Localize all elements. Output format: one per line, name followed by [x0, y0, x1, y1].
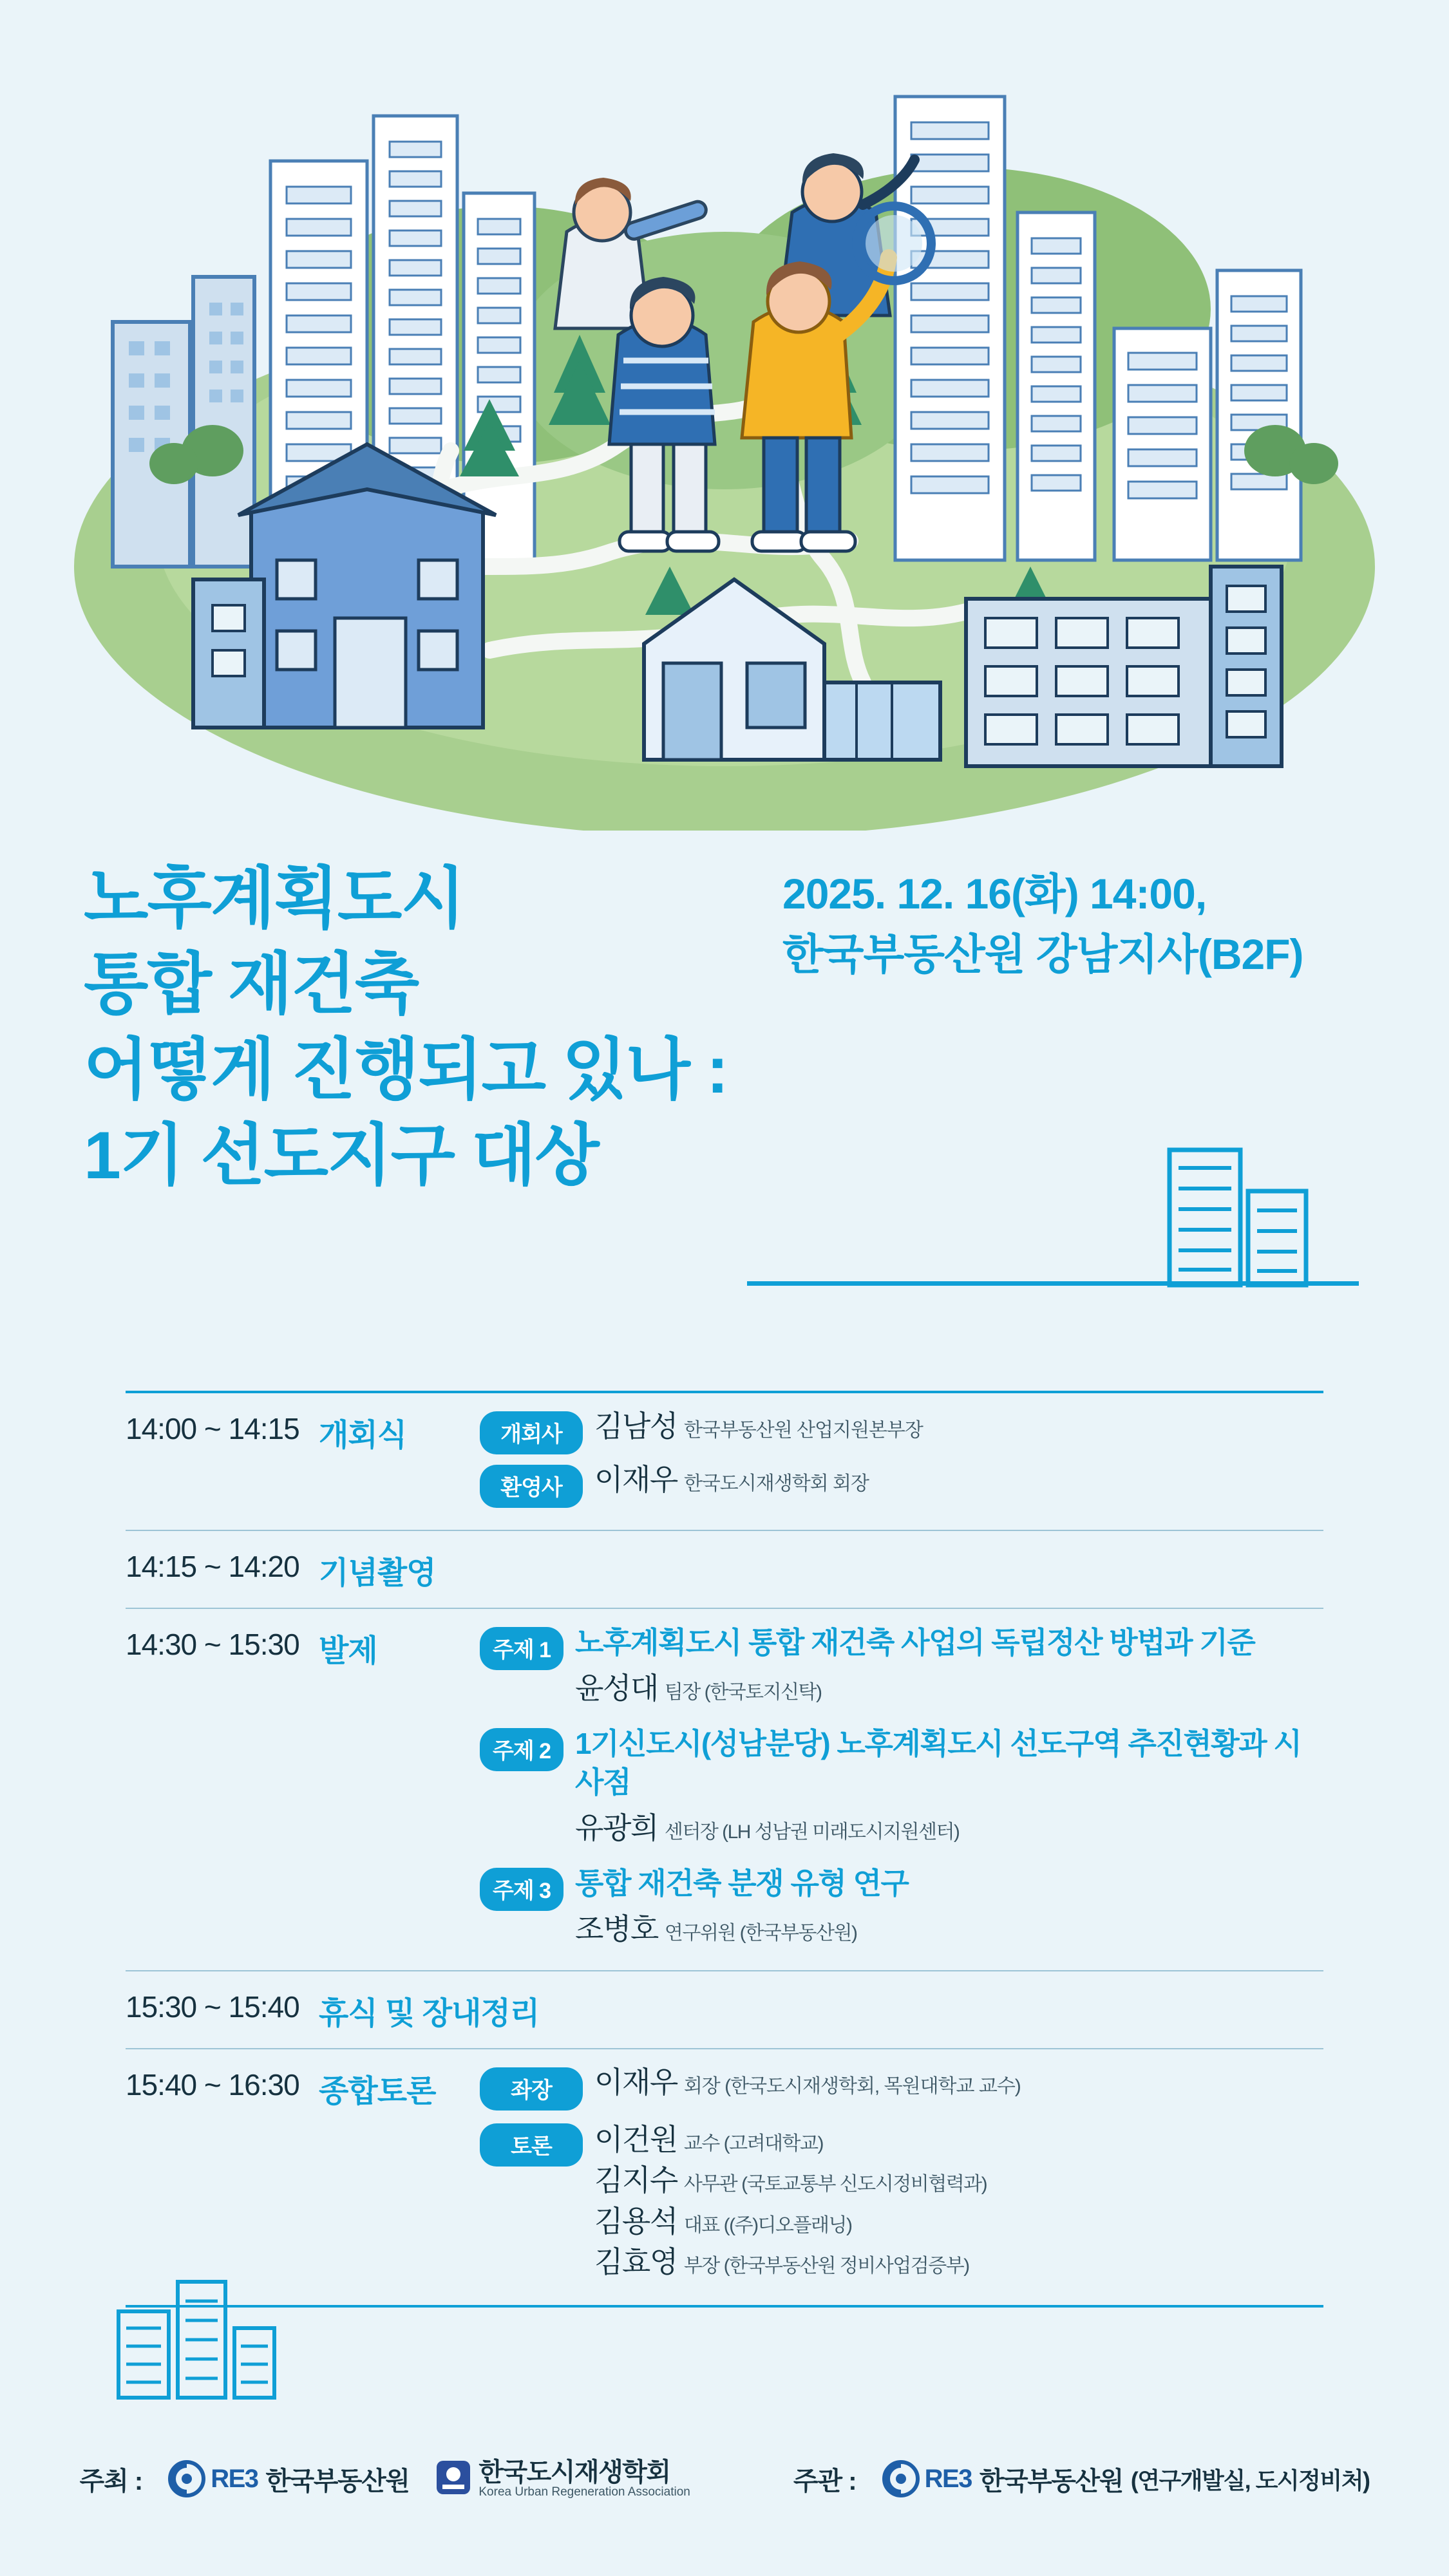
role-tag: 개회사 — [480, 1411, 583, 1454]
panelist-role: 교수 (고려대학교) — [683, 2132, 823, 2154]
table-row — [126, 1393, 1323, 1530]
discussion-item — [480, 2120, 1323, 2283]
role-tag: 환영사 — [480, 1465, 583, 1508]
topic-title: 1기신도시(성남분당) 노후계획도시 선도구역 추진현황과 시사점 — [575, 1726, 1302, 1800]
row-time: 15:40 ~ 16:30 — [126, 2067, 299, 2101]
speaker-name: 윤성대 — [575, 1671, 658, 1705]
row-detail — [480, 1407, 1323, 1514]
panelist — [594, 2120, 987, 2160]
title-line-2: 통합 재건축 — [84, 947, 419, 1022]
row-time: 14:15 ~ 14:20 — [126, 1550, 299, 1583]
reb-logo-icon-2 — [882, 2460, 972, 2497]
table-row — [126, 1971, 1323, 2048]
panelist-list — [594, 2120, 987, 2283]
speaker-role: 팀장 (한국토지신탁) — [664, 1681, 822, 1703]
topic-tag: 주제 1 — [480, 1627, 564, 1670]
panelist-role: 대표 ((주)디오플래닝) — [683, 2214, 852, 2236]
detail-item — [480, 1461, 1323, 1508]
person — [594, 1461, 869, 1500]
topic-title: 통합 재건축 분쟁 유형 연구 — [575, 1866, 909, 1901]
panelist-name: 김용석 — [594, 2204, 677, 2238]
reb-mark-2: RE3 — [924, 2464, 972, 2493]
event-venue: 한국부동산원 강남지사(B2F) — [782, 930, 1303, 978]
person-role: 한국부동산원 산업지원본부장 — [683, 1420, 923, 1441]
row-time: 14:30 ~ 15:30 — [126, 1628, 299, 1661]
chair-tag: 좌장 — [480, 2067, 583, 2111]
discussion-tag: 토론 — [480, 2123, 583, 2167]
hero-illustration — [0, 0, 1449, 831]
panelist — [594, 2160, 987, 2201]
topic-body — [575, 1724, 1323, 1847]
organizer-org-suffix: (연구개발실, 도시정비처) — [1130, 2467, 1370, 2494]
host-org-reb — [168, 2460, 409, 2497]
row-detail — [480, 2064, 1323, 2289]
topic-tag: 주제 3 — [480, 1868, 564, 1911]
title-line-3: 어떻게 진행되고 있나 : — [84, 1033, 728, 1108]
reb-logo-icon — [168, 2460, 258, 2497]
event-datetime: 2025. 12. 16(화) 14:00, — [782, 870, 1207, 917]
kura-emblem-icon — [435, 2459, 472, 2499]
speaker-name: 유광희 — [575, 1811, 658, 1845]
person-name: 김남성 — [594, 1409, 677, 1443]
title-line-4: 1기 선도지구 대상 — [84, 1118, 598, 1194]
chair-item — [480, 2064, 1323, 2111]
row-detail — [480, 1623, 1323, 1955]
organizer-org-name: 한국부동산원 — [979, 2467, 1123, 2496]
topic-item — [480, 1864, 1323, 1948]
panelist-name: 김효영 — [594, 2245, 677, 2279]
row-segment: 휴식 및 장내정리 — [319, 1996, 540, 2031]
title-block — [0, 837, 1449, 1326]
topic-body — [575, 1864, 908, 1948]
footer-building-icon — [116, 2266, 309, 2405]
organizer-org-reb — [882, 2460, 1370, 2497]
row-segment: 발제 — [319, 1634, 377, 1668]
topic-item — [480, 1724, 1323, 1847]
page-title — [84, 856, 728, 1199]
panelist-role: 부장 (한국부동산원 정비사업검증부) — [683, 2255, 969, 2277]
table-row — [126, 1531, 1323, 1608]
chair-person — [594, 2064, 1021, 2102]
kura-name-en: Korea Urban Regeneration Association — [478, 2485, 690, 2499]
row-segment: 종합토론 — [319, 2074, 436, 2109]
table-row — [126, 1609, 1323, 1970]
building-outline-icon — [1166, 1146, 1352, 1297]
organizer-label: 주관 : — [793, 2467, 857, 2496]
city-illustration-svg — [0, 0, 1449, 831]
host-org-kura — [435, 2459, 690, 2499]
row-segment: 개회식 — [319, 1418, 407, 1453]
footer-organizations — [0, 2421, 1449, 2537]
chair-name: 이재우 — [594, 2065, 677, 2099]
title-line-1: 노후계획도시 — [84, 861, 464, 936]
panelist — [594, 2201, 987, 2242]
panelist-name: 김지수 — [594, 2163, 677, 2197]
kura-name-ko: 한국도시재생학회 — [478, 2458, 670, 2487]
topic-title: 노후계획도시 통합 재건축 사업의 독립정산 방법과 기준 — [575, 1626, 1255, 1659]
event-datetime-venue — [782, 864, 1303, 984]
person-role: 한국도시재생학회 회장 — [683, 1473, 869, 1494]
person-name: 이재우 — [594, 1463, 677, 1496]
topic-speaker — [575, 1665, 1255, 1707]
speaker-name: 조병호 — [575, 1912, 658, 1946]
chair-role: 회장 (한국도시재생학회, 목원대학교 교수) — [683, 2075, 1021, 2097]
row-time: 15:30 ~ 15:40 — [126, 1989, 299, 2024]
row-time: 14:00 ~ 14:15 — [126, 1412, 299, 1445]
program-table — [126, 1391, 1323, 2308]
host-org-name: 한국부동산원 — [265, 2467, 410, 2496]
topic-tag: 주제 2 — [480, 1728, 564, 1771]
topic-body — [575, 1623, 1255, 1707]
panelist-role: 사무관 (국토교통부 신도시정비협력과) — [683, 2174, 987, 2195]
host-label: 주최 : — [79, 2467, 143, 2496]
kura-names — [478, 2459, 690, 2499]
detail-item — [480, 1407, 1323, 1454]
topic-item — [480, 1623, 1323, 1707]
row-segment: 기념촬영 — [319, 1556, 436, 1590]
panelist — [594, 2242, 987, 2282]
reb-mark: RE3 — [211, 2464, 258, 2493]
speaker-role: 센터장 (LH 성남권 미래도시지원센터) — [664, 1821, 960, 1843]
topic-speaker — [575, 1805, 1323, 1847]
speaker-role: 연구위원 (한국부동산원) — [664, 1922, 857, 1944]
topic-speaker — [575, 1906, 908, 1948]
person — [594, 1407, 923, 1446]
panelist-name: 이건원 — [594, 2122, 677, 2156]
